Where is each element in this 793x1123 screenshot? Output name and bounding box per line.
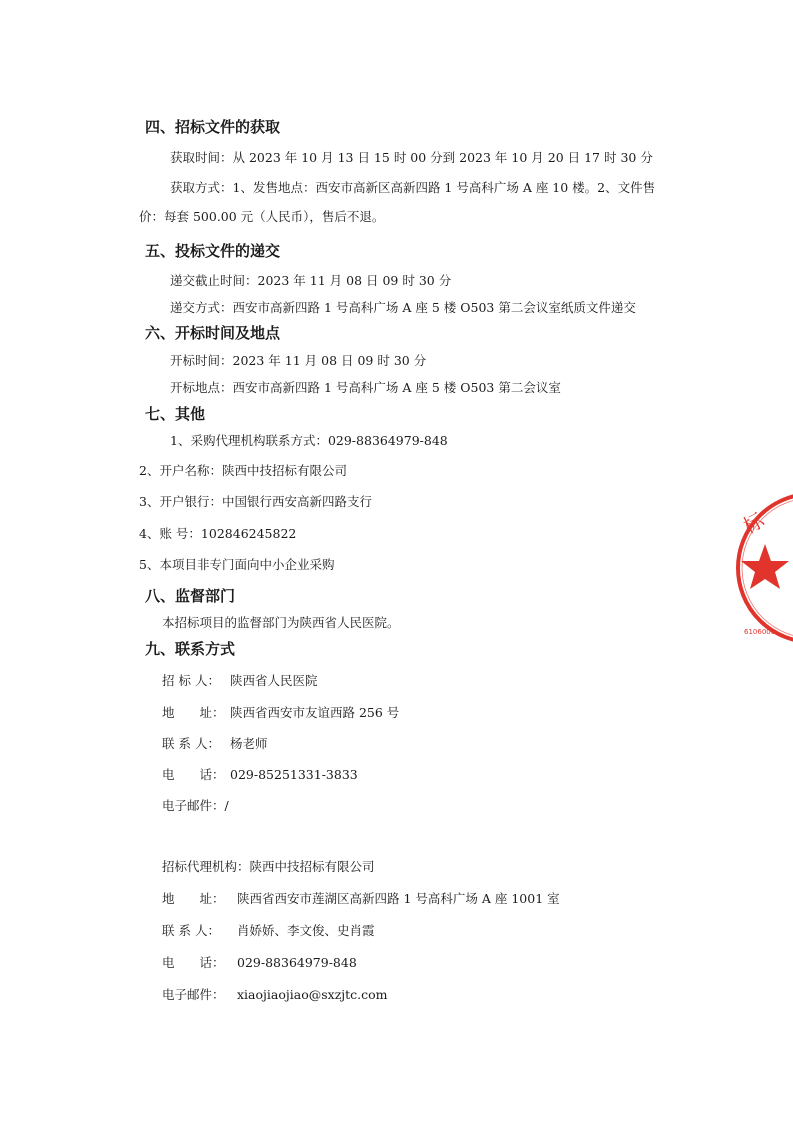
opening-time: 开标时间：2023 年 11 月 08 日 09 时 30 分 [170, 353, 427, 368]
agency-address-value: 陕西省西安市莲湖区高新四路 1 号高科广场 A 座 1001 室 [237, 891, 560, 906]
heading-section-6: 六、开标时间及地点 [145, 324, 281, 342]
seal-text: 标 [739, 507, 768, 539]
buyer-address-label: 地 址： [162, 705, 225, 720]
buyer-address [162, 705, 399, 721]
buyer-phone [162, 767, 358, 783]
other-item-5: 5、本项目非专门面向中小企业采购 [139, 557, 335, 572]
buyer-address-value: 陕西省西安市友谊西路 256 号 [230, 705, 400, 720]
agency-contact-label: 联 系 人： [162, 923, 220, 938]
buyer-email-label: 电子邮件： [162, 798, 225, 813]
buyer-contact [162, 736, 268, 752]
agency-email-value: xiaojiaojiao@sxzjtc.com [237, 987, 388, 1002]
agency-phone [162, 955, 357, 971]
buyer-email-value: / [224, 798, 229, 813]
agency-name [162, 859, 375, 875]
buyer-name-value: 陕西省人民医院 [230, 673, 318, 688]
agency-email [162, 987, 388, 1003]
heading-section-9: 九、联系方式 [145, 640, 236, 658]
acquire-method-line1: 获取方式：1、发售地点：西安市高新区高新四路 1 号高科广场 A 座 10 楼。2、文件售 [170, 180, 656, 195]
buyer-contact-label: 联 系 人： [162, 736, 220, 751]
buyer-email [162, 798, 229, 814]
submit-deadline: 递交截止时间：2023 年 11 月 08 日 09 时 30 分 [170, 273, 452, 288]
buyer-name [162, 673, 318, 689]
agency-address-label: 地 址： [162, 891, 225, 906]
heading-section-7: 七、其他 [145, 405, 206, 423]
heading-section-4: 四、招标文件的获取 [145, 118, 281, 136]
agency-phone-value: 029-88364979-848 [237, 955, 357, 970]
agency-phone-label: 电 话： [162, 955, 225, 970]
other-item-1: 1、采购代理机构联系方式：029-88364979-848 [170, 433, 448, 448]
heading-section-8: 八、监督部门 [145, 587, 236, 605]
agency-name-value: 陕西中技招标有限公司 [249, 859, 375, 874]
buyer-name-label: 招 标 人： [162, 673, 220, 688]
supervision-text: 本招标项目的监督部门为陕西省人民医院。 [162, 615, 400, 630]
buyer-contact-value: 杨老师 [230, 736, 268, 751]
other-item-4: 4、账 号：102846245822 [139, 526, 297, 541]
other-item-2: 2、开户名称：陕西中技招标有限公司 [139, 463, 347, 478]
agency-name-label: 招标代理机构： [162, 859, 250, 874]
opening-place: 开标地点：西安市高新四路 1 号高科广场 A 座 5 楼 O503 第二会议室 [170, 380, 561, 395]
seal-number: 6106000 [744, 628, 776, 636]
seal-star-icon [734, 484, 793, 654]
agency-email-label: 电子邮件： [162, 987, 225, 1002]
submit-method: 递交方式：西安市高新四路 1 号高科广场 A 座 5 楼 O503 第二会议室纸质文件递交 [170, 300, 636, 315]
agency-address [162, 891, 560, 907]
heading-section-5: 五、投标文件的递交 [145, 242, 281, 260]
other-item-3: 3、开户银行：中国银行西安高新四路支行 [139, 494, 372, 509]
buyer-phone-label: 电 话： [162, 767, 225, 782]
acquire-method-line2: 价：每套 500.00 元（人民币），售后不退。 [139, 209, 385, 224]
acquire-time: 获取时间：从 2023 年 10 月 13 日 15 时 00 分到 2023 年 10 月 20 日 17 时 30 分 [170, 150, 653, 165]
agency-contact [162, 923, 375, 939]
buyer-phone-value: 029-85251331-3833 [230, 767, 358, 782]
company-seal [734, 484, 793, 654]
agency-contact-value: 肖娇娇、李文俊、史肖霞 [237, 923, 375, 938]
